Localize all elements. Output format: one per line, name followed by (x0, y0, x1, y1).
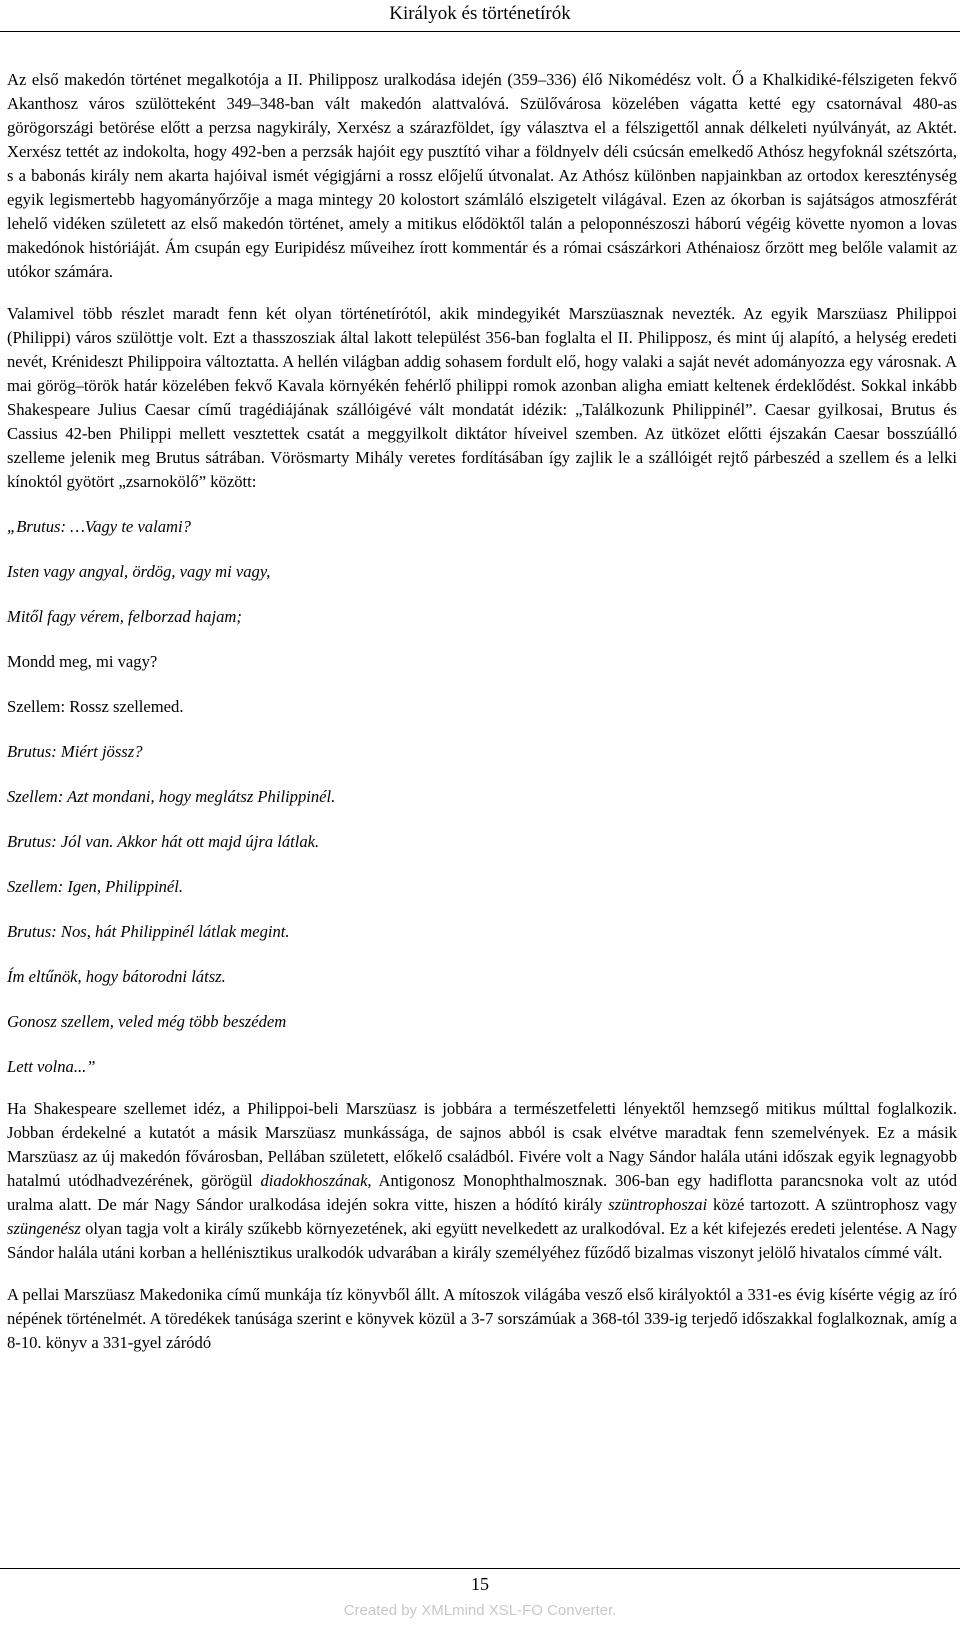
paragraph-text: közé tartozott. A szüntrophosz vagy (713, 1195, 958, 1214)
term-szungenesz: szüngenész (7, 1219, 81, 1238)
verse-line: Szellem: Rossz szellemed. (7, 697, 184, 716)
header-divider (0, 31, 960, 32)
verse-line: Gonosz szellem, veled még több beszédem (7, 1012, 287, 1031)
verse-line: Ím eltűnök, hogy bátorodni látsz. (7, 967, 226, 986)
term-szuntrophosz: szüntrophoszai (608, 1195, 708, 1214)
paragraph-text: A pellai Marszüasz (7, 1285, 135, 1304)
page-body (7, 68, 957, 1355)
paragraph-text: Antigonosz Monophthalmosznak. 306-ban egy hadiflotta parancsnoka volt az utód uralma alatt. De már Nagy Sándor uralkodása idején sokra vitte, hiszen a hódító király (7, 1171, 957, 1214)
paragraph-nikomedes: Az első makedón történet megalkotója a II. Philipposz uralkodása idején (359–336) élő Nikomédész volt. Ő a Khalkidiké-félszigeten fekvő Akanthosz város szülötteként 349–348-ban vált makedón alattvalóvá. Szülővárosa közelében vágatta ketté egy csatornával 480-as görögországi betörése előtt a perzsa nagykirály, Xerxész a szárazföldet, így választva el a félszigettől annak délkeleti nyúlványát, az Aktét. Xerxész tettét az indokolta, hogy 492-ben a perzsák hajóit egy pusztító vihar a földnyelv déli csúcsán emelkedő Athósz hegyfoknál szétszórta, s a babonás király nem akarta hajóival ismét végigjárni a rossz előjelű útvonalat. Az Athósz különben napjainkban az ortodox kereszténység egyik legismertebb hagyományőrzője a maga mintegy 20 kolostort számláló elszigetelt világával. Ezen az ókorban is sajátságos atmoszférát lehelő vidéken született az első makedón történet, amely a mitikus elődöktől talán a peloponnészoszi háború végéig követte nyomon a lovas makedónok históriáját. Ám csupán egy Euripidész műveihez írott kommentár és a római császárkori Athénaiosz őrzött meg belőle valamit az utókor számára. (7, 70, 957, 281)
verse-line: Mitől fagy vérem, felborzad hajam; (7, 607, 242, 626)
paragraph-text: Valamivel több részlet maradt fenn két olyan történetírótól, akik mindegyikét Marszüasznak nevezték. Az egyik Marszüasz Philippoi (Philippi) város szülöttje volt. Ezt a thasszosziak által lakott települést 356-ban foglalta el II. Philipposz, és mint új alapító, a helység eredeti nevét, Krénideszt Philippoira változtatta. A hellén világban addig sohasem fordult elő, hogy valaki a saját nevét adományozza egy városnak. A mai görög–török határ közelében fekvő Kavala környékén fehérlő philippi romok azonban aligha emiatt keltenek érdeklődést. Sokkal inkább Shakespeare (7, 304, 957, 419)
paragraph-text: című munkája tíz könyvből állt. A mítoszok világába vesző első királyoktól a 331-es évig kísérte végig az író népének történelmét. A töredékek tanúsága szerint e könyvek közül a 3-7 sorszámúak a 368-tól 339-ig terjedő időszakkal foglalkoznak, amíg a 8-10. könyv a 331-gyel záródó (7, 1285, 958, 1352)
work-title-julius-caesar: Julius Caesar (97, 400, 190, 419)
verse-line: Isten vagy angyal, ördög, vagy mi vagy, (7, 562, 271, 581)
verse-line: Brutus: Miért jössz? (7, 742, 143, 761)
verse-line: Mondd meg, mi vagy? (7, 652, 158, 671)
paragraph-text: Ha Shakespeare szellemet idéz, a Philippoi-beli Marszüasz is jobbára a természetfeletti lényektől hemzsegő mitikus múlttal foglalkozik. Jobban érdekelné a kutatót a másik Marszüasz munkássága, de sajnos abból is csak elvétve maradtak fenn szemelvények. Ez a másik Marszüasz az új makedón fővárosban, Pellában született, előkelő családból. Fivére volt a Nagy Sándor halála utáni időszak egyik legnagyobb hatalmú utódhadvezérének, görögül (7, 1099, 957, 1190)
paragraph-text: című tragédiájának szállóigévé vált mondatát idézik: „Találkozunk Philippinél”. Caesar gyilkosai, Brutus és Cassius 42-ben Philippi mellett vesztettek csatát a meggyilkolt diktátor híveivel szemben. Az ütközet előtti éjszakán Caesar bosszúálló szelleme jelenik meg Brutus sátrában. Vörösmarty Mihály veretes fordításában így zajlik le a szállóigét rejtő párbeszéd a szellem és a lelki kínoktól gyötört „zsarnokölő” között: (7, 400, 958, 491)
work-title-makedonika: Makedonika (139, 1285, 223, 1304)
page-number: 15 (471, 1574, 489, 1594)
verse-line: „Brutus: …Vagy te valami? (7, 517, 191, 536)
term-diadokhosz: diadokhoszának, (260, 1171, 372, 1190)
paragraph-text: olyan tagja volt a király szűkebb környezetének, aki együtt nevelkedett az uralkodóval. Ez a két kifejezés eredeti jelentése. A Nagy Sándor halála utáni korban a hellénisztikus uralkodók udvarában a király személyéhez fűződő bizalmas viszonyt jelölő hivatalos címmé vált. (7, 1219, 957, 1262)
converter-credit: Created by XMLmind XSL-FO Converter. (343, 1602, 617, 1619)
paragraph-makedonika (7, 1283, 957, 1355)
verse-line: Lett volna...” (7, 1057, 96, 1076)
verse-line: Szellem: Azt mondani, hogy meglátsz Philippinél. (7, 787, 336, 806)
footer-divider (0, 1568, 960, 1569)
verse-line: Brutus: Jól van. Akkor hát ott majd újra látlak. (7, 832, 320, 851)
verse-line: Szellem: Igen, Philippinél. (7, 877, 184, 896)
running-header: Királyok és történetírók (389, 3, 571, 24)
paragraph-marsyas-philippi (7, 302, 957, 494)
paragraph-marsyas-pella (7, 1097, 957, 1265)
verse-line: Brutus: Nos, hát Philippinél látlak megint. (7, 922, 290, 941)
